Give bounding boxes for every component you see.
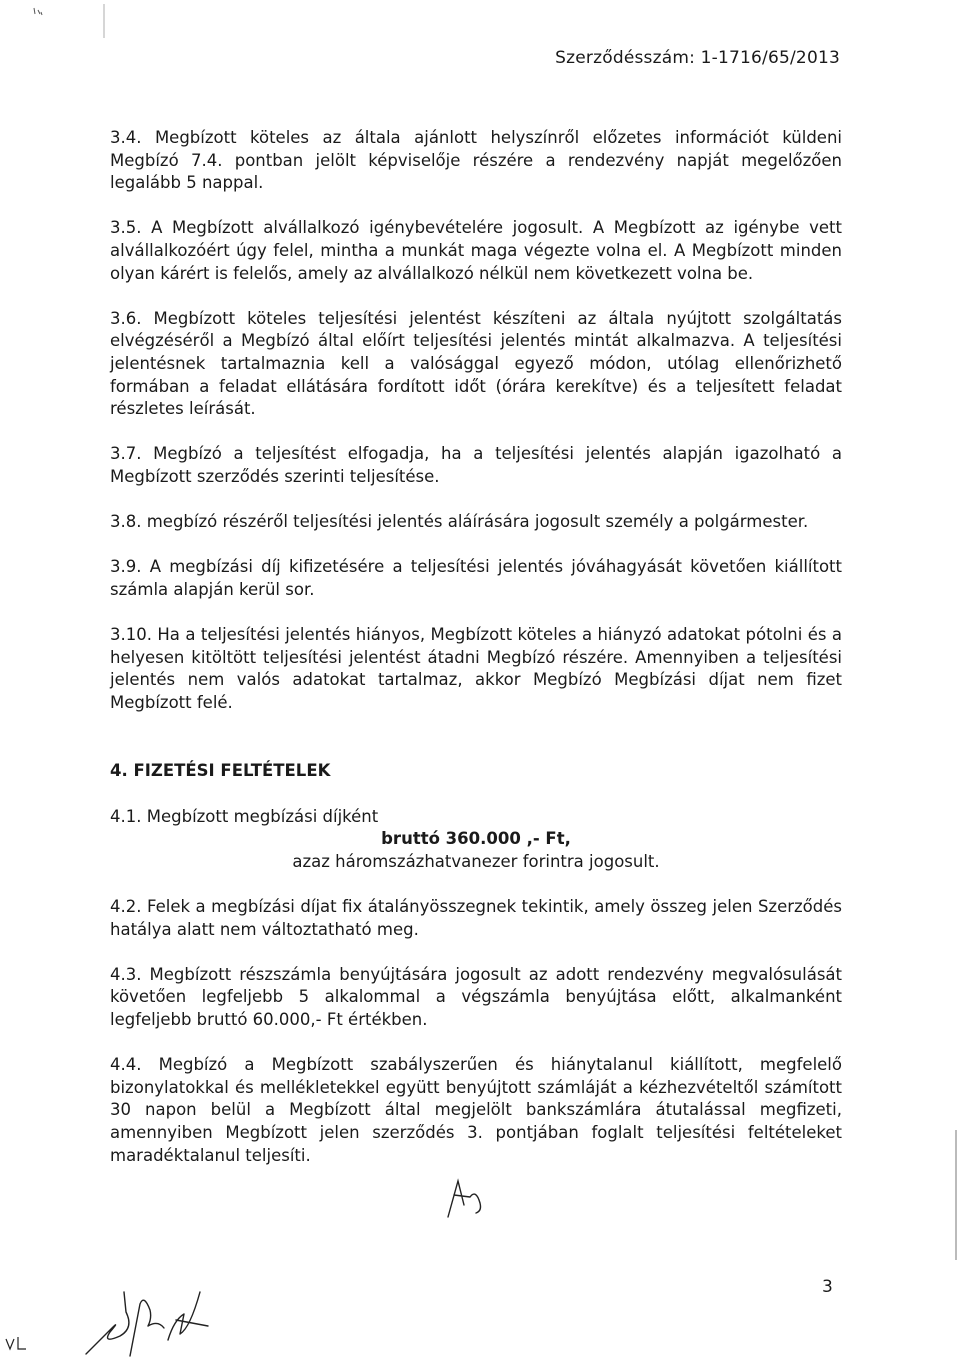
document-body bbox=[110, 127, 842, 1190]
clause-3-5: 3.5. A Megbízott alvállalkozó igénybevételére jogosult. A Megbízott az igénybe vett alvállalkozóért úgy felel, mintha a munkát maga végezte volna el. A Megbízott minden olyan kárért is felelős, amely az alvállalkozó nélkül nem következett volna be. bbox=[110, 218, 842, 283]
clause-3-8: 3.8. megbízó részéről teljesítési jelentés aláírására jogosult személy a polgármester. bbox=[110, 512, 809, 532]
section-title: 4. FIZETÉSI FELTÉTELEK bbox=[110, 761, 331, 781]
contract-number: Szerződésszám: 1-1716/65/2013 bbox=[555, 48, 840, 68]
clause-4-1-amount: bruttó 360.000 ,- Ft, bbox=[381, 829, 571, 849]
handwritten-signature bbox=[80, 1270, 220, 1365]
clause-3-7: 3.7. Megbízó a teljesítést elfogadja, ha a teljesítési jelentés alapján igazolható a Megbízott szerződés szerinti teljesítése. bbox=[110, 444, 842, 486]
handwritten-initials-small bbox=[2, 1333, 42, 1355]
clause-3-4: 3.4. Megbízott köteles az általa ajánlott helyszínről előzetes információt küldeni Megbízó 7.4. pontban jelölt képviselője részére a rendezvény napját megelőzően legalább 5 nappal. bbox=[110, 128, 842, 193]
clause-4-2: 4.2. Felek a megbízási díjat fix átalányösszegnek tekintik, amely összeg jelen Szerződés hatálya alatt nem változtatható meg. bbox=[110, 897, 842, 939]
handwritten-initials bbox=[440, 1175, 490, 1220]
scan-artifact-marks bbox=[0, 0, 140, 40]
clause-4-1-intro: 4.1. Megbízott megbízási díjként bbox=[110, 806, 379, 826]
clause-3-9: 3.9. A megbízási díj kifizetésére a teljesítési jelentés jóváhagyását követően kiállított számla alapján kerül sor. bbox=[110, 557, 842, 599]
margin-mark bbox=[950, 1130, 960, 1260]
clause-4-1-amount-words: azaz háromszázhatvanezer forintra jogosult. bbox=[292, 851, 660, 871]
clause-3-6: 3.6. Megbízott köteles teljesítési jelentést készíteni az általa nyújtott szolgáltatás elvégzéséről a Megbízó által előírt teljesítési jelentés mintát alkalmazva. A teljesítési jelentésnek tartalmaznia kell a valósággal egyező módon, utólag ellenőrizhető formában a feladat ellátására fordított időt (órára kerekítve) és a teljesített feladat részletes leírását. bbox=[110, 308, 842, 419]
clause-4-4: 4.4. Megbízó a Megbízott szabályszerűen és hiánytalanul kiállított, megfelelő bizonylatokkal és mellékletekkel együtt benyújtott számláját a kézhezvételtől számított 30 napon belül a Megbízott által megjelölt bankszámlára átutalással megfizeti, amennyiben Megbízott jelen szerződés 3. pontjában foglalt teljesítési feltételeket maradéktalanul teljesíti. bbox=[110, 1055, 842, 1165]
clause-4-3: 4.3. Megbízott részszámla benyújtására jogosult az adott rendezvény megvalósulását követően legfeljebb 5 alkalommal a végszámla benyújtása előtt, alkalmanként legfeljebb bruttó 60.000,- Ft értékben. bbox=[110, 964, 842, 1029]
page-number: 3 bbox=[822, 1277, 833, 1297]
clause-3-10: 3.10. Ha a teljesítési jelentés hiányos, Megbízott köteles a hiányzó adatokat pótolni és a helyesen kitöltött teljesítési jelentést átadni Megbízó részére. Amennyiben a teljesítési jelentés nem valós adatokat tartalmaz, akkor Megbízó Megbízási díjat nem fizet Megbízott felé. bbox=[110, 625, 842, 712]
